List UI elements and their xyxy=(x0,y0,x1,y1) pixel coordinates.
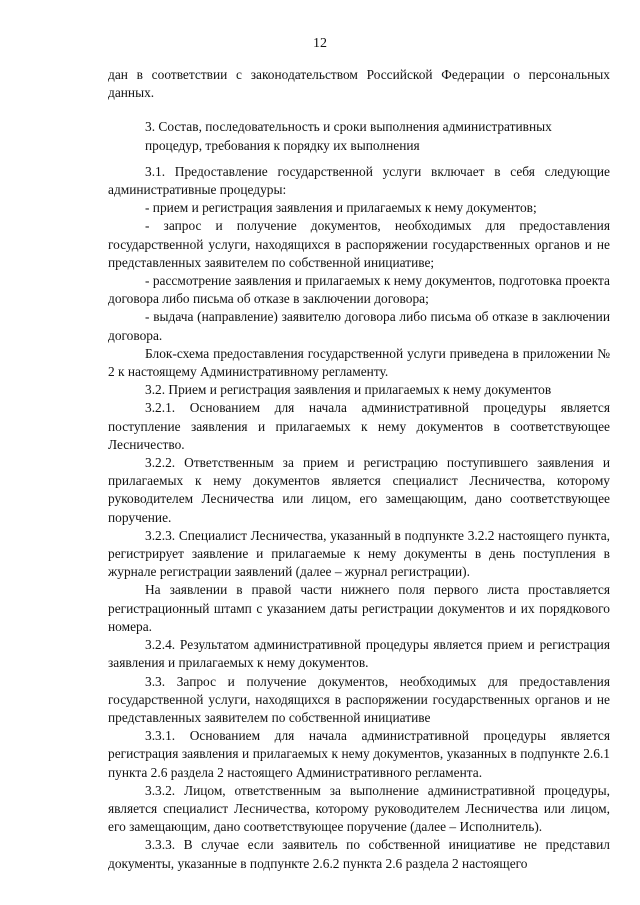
paragraph: 3.2.3. Специалист Лесничества, указанный в подпункте 3.2.2 настоящего пункта, регистрирует заявление и прилагаемые к нему документы в день поступления в журнале регистрации заявлений (далее – журнал регистрации). xyxy=(108,527,610,580)
list-item: - выдача (направление) заявителю договора либо письма об отказе в заключении договора. xyxy=(108,309,610,343)
list-item: - рассмотрение заявления и прилагаемых к нему документов, подготовка проекта договора либо письма об отказе в заключении договора; xyxy=(108,273,610,307)
paragraph: 3.2.2. Ответственным за прием и регистрацию поступившего заявления и прилагаемых к нему документов является специалист Лесничества, которому руководителем Лесничества или лицом, его замещающим, дано соответствующее поручение. xyxy=(108,455,610,525)
paragraph: На заявлении в правой части нижнего поля первого листа проставляется регистрационный штамп с указанием даты регистрации документов и их порядкового номера. xyxy=(108,582,610,634)
list-item: - прием и регистрация заявления и прилагаемых к нему документов; xyxy=(145,200,537,216)
paragraph: 3.3.2. Лицом, ответственным за выполнение административной процедуры, является специалист Лесничества, которому руководителем Лесничества или лицом, его замещающим, дано соответствующее поручение (далее – Исполнитель). xyxy=(108,782,610,835)
paragraph: 3.2.1. Основанием для начала административной процедуры является поступление заявления и прилагаемых к нему документов в соответствующее Лесничество. xyxy=(108,400,610,452)
paragraph: 3.1. Предоставление государственной услуги включает в себя следующие административные процедуры: xyxy=(108,163,610,198)
paragraph: 3.2.4. Результатом административной процедуры является прием и регистрация заявления и прилагаемых к нему документов. xyxy=(108,637,610,671)
subsection-heading: 3.3. Запрос и получение документов, необходимых для предоставления государственной услуги, находящихся в распоряжении государственных органов и не представленных заявителем по собственной инициативе xyxy=(108,673,610,725)
paragraph: 3.3.1. Основанием для начала административной процедуры является регистрация заявления и прилагаемых к нему документов, указанных в подпункте 2.6.1 пункта 2.6 раздела 2 настоящего Административного регламента. xyxy=(108,728,610,780)
subsection-heading: 3.2. Прием и регистрация заявления и прилагаемых к нему документов xyxy=(145,382,552,398)
paragraph-continuation: дан в соответствии с законодательством Российской Федерации о персональных данных. xyxy=(108,67,610,101)
page-number: 12 xyxy=(313,36,327,51)
section-heading: 3. Состав, последовательность и сроки выполнения административных процедур, требования к порядку их выполнения xyxy=(145,119,552,153)
document-body xyxy=(108,66,610,873)
paragraph: 3.3.3. В случае если заявитель по собственной инициативе не представил документы, указанные в подпункте 2.6.2 пункта 2.6 раздела 2 настоящего xyxy=(108,837,610,871)
paragraph: Блок-схема предоставления государственной услуги приведена в приложении № 2 к настоящему Административному регламенту. xyxy=(108,345,610,380)
list-item: - запрос и получение документов, необходимых для предоставления государственной услуги, находящихся в распоряжении государственных органов и не представленных заявителем по собственной инициативе; xyxy=(108,218,610,270)
